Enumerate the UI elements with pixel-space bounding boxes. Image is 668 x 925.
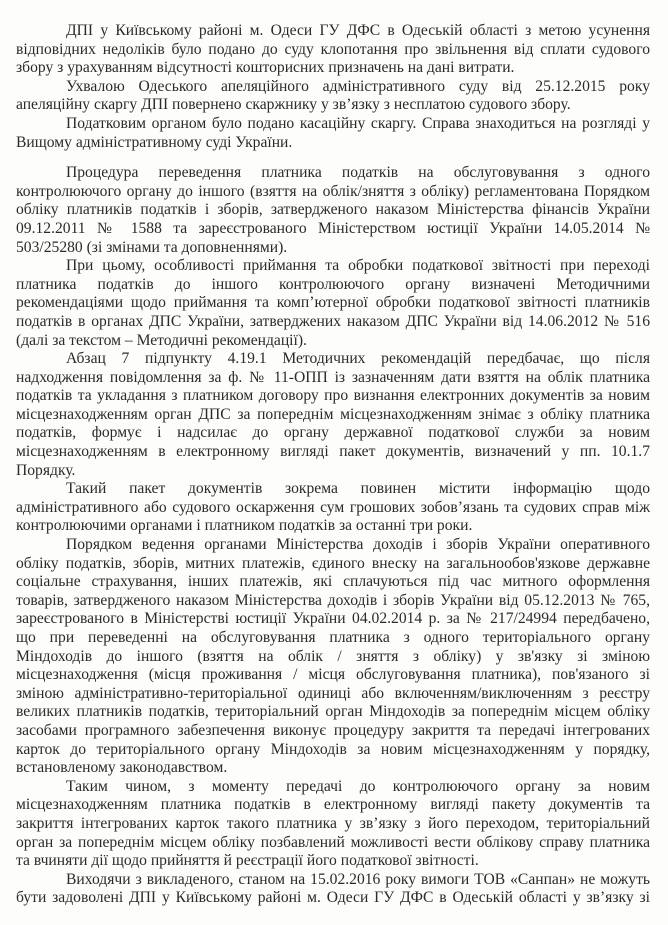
- text-line: контролюючими органами і платником податків за останні три роки.: [16, 517, 473, 535]
- text-line: обліку платників податків і зборів, затвердженого наказом Міністерства фінансів України: [16, 201, 650, 219]
- text-line: Міндоходів до іншого (взяття на облік / зняття з обліку) у зв'язку зі зміною: [16, 647, 650, 665]
- text-line: орган за попереднім місцем обліку позбавлений можливості вести облікову справу платника: [16, 833, 650, 851]
- text-line: місцезнаходженням в електронному вигляді пакет документів, визначений у пп. 10.1.7: [16, 443, 650, 461]
- text-line: закриття інтегрованих карток такого платника у зв’язку з його переходом, територіальний: [16, 814, 650, 832]
- text-line: 09.12.2011 № 1588 та зареєстрованого Міністерством юстиції України 14.05.2014 №: [16, 219, 650, 237]
- text-line: великих платників податків, територіальний орган Міндоходів за попереднім місцем обліку: [16, 703, 650, 721]
- text-line: збору з урахуванням відсутності кошторисних призначень на дані витрати.: [16, 59, 515, 77]
- text-line: ДПІ у Київському районі м. Одеси ГУ ДФС в Одеській області з метою усунення: [66, 22, 650, 39]
- text-line: Вищому адміністративному суді України.: [16, 133, 293, 151]
- text-line: місцезнаходженням орган ДПС за попереднім місцезнаходженням знімає з обліку платника: [16, 405, 650, 423]
- paragraph: [16, 480, 650, 536]
- text-line: засобами програмного забезпечення виконує процедуру закриття та передачі інтегрованих: [16, 721, 650, 739]
- text-line: контролюючого органу до іншого (взяття на облік/зняття з обліку) регламентована Порядком: [16, 182, 650, 200]
- text-line: податків, формує і надсилає до органу державної податкової служби за новим: [16, 424, 650, 442]
- text-line: апеляційну скаргу ДПІ повернено скаржнику у зв’язку з несплатою судового збору.: [16, 96, 571, 114]
- text-line: Порядком ведення органами Міністерства доходів і зборів України оперативного: [66, 536, 650, 554]
- text-line: товарів, затвердженого наказом Міністерства доходів і зборів України від 05.12.2013 № 765,: [16, 591, 650, 609]
- text-line: Таким чином, з моменту передачі до контролюючого органу за новим: [66, 777, 650, 795]
- text-line: Абзац 7 підпункту 4.19.1 Методичних рекомендацій передбачає, що після: [66, 350, 650, 368]
- text-line: та вчиняти дії щодо прийняття й реєстрації його податкової звітності.: [16, 852, 479, 870]
- text-line: зареєстрованого в Міністерстві юстиції України 04.02.2014 р. за № 217/24994 передбачено,: [16, 610, 650, 628]
- text-line: Виходячи з викладеного, станом на 15.02.2016 року вимоги ТОВ «Санпан» не можуть: [66, 870, 650, 888]
- paragraph: [16, 536, 650, 778]
- text-line: Податковим органом було подано касаційну скаргу. Справа знаходиться на розгляді у: [66, 114, 650, 132]
- text-line: що при переведенні на обслуговування платника з одного територіального органу: [16, 629, 650, 646]
- text-line: місцезнаходження (місця проживання / місця обслуговування платника), пов'язаного зі: [16, 666, 650, 684]
- text-line: місцезнаходженням платника податків в електронному вигляді пакету документів та: [16, 796, 650, 814]
- text-line: бути задоволені ДПІ у Київському районі м. Одеси ГУ ДФС в Одеській області у зв’язку зі: [16, 889, 650, 907]
- text-line: Такий пакет документів зокрема повинен містити інформацію щодо: [66, 480, 650, 498]
- paragraph: [16, 115, 650, 152]
- text-line: Порядку.: [16, 461, 76, 479]
- text-line: податків в органах ДПС України, затверджених наказом ДПС України від 14.06.2012 № 516: [16, 312, 650, 330]
- paragraph: [16, 350, 650, 480]
- document-page: [16, 22, 650, 908]
- text-line: відповідних недоліків було подано до суду клопотання про звільнення від сплати судового: [16, 40, 650, 58]
- text-line: Процедура переведення платника податків на обслуговування з одного: [66, 164, 650, 182]
- paragraph: [16, 257, 650, 350]
- text-line: обліку податків, зборів, митних платежів, єдиного внеску на загальнообов'язкове державне: [16, 554, 650, 572]
- text-line: податків та укладання з платником договору про визнання електронних документів за новим: [16, 387, 650, 405]
- text-line: Ухвалою Одеського апеляційного адміністративного суду від 25.12.2015 року: [66, 77, 650, 95]
- text-line: 503/25280 (зі змінами та доповненнями).: [16, 238, 288, 256]
- text-line: зміною адміністративно-територіальної одиниці або включенням/виключенням з реєстру: [16, 684, 650, 702]
- paragraph: [16, 22, 650, 78]
- text-line: При цьому, особливості приймання та обробки податкової звітності при переході: [66, 257, 650, 275]
- text-line: адміністративного або судового оскарження сум грошових зобов’язань та судових справ між: [16, 498, 650, 516]
- paragraph: [16, 78, 650, 115]
- text-line: соціальне страхування, інших платежів, які сплачуються під час митного оформлення: [16, 573, 650, 591]
- text-line: встановленому законодавством.: [16, 759, 228, 777]
- text-line: надходження повідомлення за ф. № 11-ОПП із зазначенням дати взяття на облік платника: [16, 368, 650, 386]
- paragraph: [16, 164, 650, 257]
- text-line: рекомендаціями щодо приймання та комп’ютерної обробки податкової звітності платників: [16, 294, 650, 312]
- paragraph: [16, 871, 650, 908]
- text-line: (далі за текстом – Методичні рекомендації).: [16, 331, 307, 349]
- paragraph: [16, 778, 650, 871]
- text-line: платника податків до іншого контролюючого органу визначені Методичними: [16, 275, 650, 293]
- text-line: карток до територіального органу Міндоходів за новим місцезнаходженням у порядку,: [16, 740, 650, 758]
